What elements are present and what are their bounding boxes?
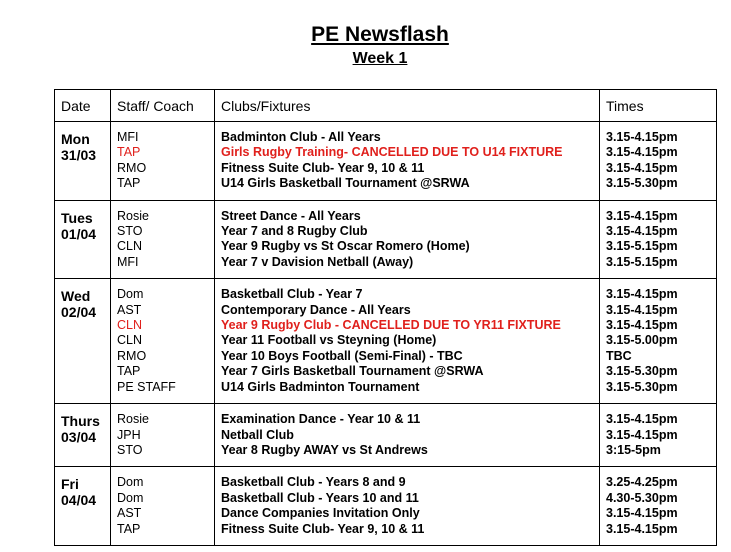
staff-name: CLN [117, 318, 143, 333]
club-entry: U14 Girls Basketball Tournament @SRWA [221, 176, 470, 191]
time-entry: 3.15-4.15pm [606, 160, 678, 175]
staff-name: TAP [117, 521, 141, 536]
page-subtitle: Week 1 [352, 50, 408, 67]
club-entry: Fitness Suite Club- Year 9, 10 & 11 [221, 160, 425, 175]
club-entry: Year 7 v Davision Netball (Away) [221, 254, 414, 269]
club-entry: Basketball Club - Years 10 and 11 [221, 490, 419, 505]
time-entry: 3.15-4.15pm [606, 302, 678, 317]
club-entry: Year 9 Rugby Club - CANCELLED DUE TO YR11 FIXTURE [221, 318, 561, 333]
staff-name: CLN [117, 333, 143, 348]
club-entry: Year 8 Rugby AWAY vs St Andrews [221, 442, 428, 457]
day-name: Wed [61, 288, 91, 305]
times-cell [600, 200, 717, 279]
staff-cell [111, 200, 215, 279]
day-date: 31/03 [61, 147, 97, 163]
club-entry: Year 9 Rugby vs St Oscar Romero (Home) [221, 239, 470, 254]
time-entry: 3.15-5.00pm [606, 333, 678, 348]
staff-name: STO [117, 442, 143, 457]
time-entry: 4.30-5.30pm [606, 490, 678, 505]
time-entry: 3.15-4.15pm [606, 506, 678, 521]
day-date: 04/04 [61, 492, 97, 509]
day-date: 01/04 [61, 225, 97, 242]
time-entry: 3.15-4.15pm [606, 318, 678, 333]
staff-name: RMO [117, 348, 147, 363]
staff-name: Dom [117, 475, 144, 490]
table-header-row [55, 90, 717, 122]
clubs-cell [215, 467, 600, 546]
time-entry: 3.15-4.15pm [606, 145, 678, 160]
table-row [55, 279, 717, 404]
time-entry: 3.15-5.30pm [606, 379, 678, 394]
club-entry: Basketball Club - Years 8 and 9 [221, 475, 406, 490]
day-name: Thurs [61, 413, 100, 430]
club-entry: Year 11 Football vs Steyning (Home) [221, 333, 437, 348]
time-entry: 3.15-5.15pm [606, 239, 678, 254]
staff-name: Dom [117, 287, 144, 302]
day-name: Tues [61, 209, 93, 226]
club-entry: Badminton Club - All Years [221, 130, 381, 144]
time-entry: 3.15-4.15pm [606, 521, 678, 536]
staff-cell [111, 467, 215, 546]
day-cell [55, 467, 111, 546]
time-entry: 3.15-5.15pm [606, 254, 678, 269]
club-entry: Street Dance - All Years [221, 208, 361, 223]
clubs-cell [215, 279, 600, 404]
times-cell [600, 467, 717, 546]
staff-name: MFI [117, 254, 139, 269]
staff-name: RMO [117, 160, 147, 175]
schedule-body [55, 122, 717, 546]
club-entry: Examination Dance - Year 10 & 11 [221, 412, 421, 427]
staff-name: Rosie [117, 208, 149, 223]
times-cell [600, 279, 717, 404]
clubs-cell [215, 122, 600, 201]
table-row [55, 200, 717, 279]
club-entry: Contemporary Dance - All Years [221, 302, 411, 317]
time-entry: 3:15-5pm [606, 442, 661, 457]
staff-name: MFI [117, 130, 139, 144]
day-cell [55, 279, 111, 404]
staff-name: CLN [117, 239, 143, 254]
staff-name: Dom [117, 490, 144, 505]
club-entry: Year 10 Boys Football (Semi-Final) - TBC [221, 348, 463, 363]
club-entry: Netball Club [221, 427, 294, 442]
time-entry: 3.15-4.15pm [606, 412, 678, 427]
club-entry: Girls Rugby Training- CANCELLED DUE TO U14 FIXTURE [221, 145, 563, 160]
time-entry: TBC [606, 348, 632, 363]
table-row [55, 122, 717, 201]
column-header-clubs: Clubs/Fixtures [215, 90, 600, 122]
time-entry: 3.15-4.15pm [606, 427, 678, 442]
staff-name: AST [117, 302, 142, 317]
staff-name: PE STAFF [117, 379, 176, 394]
club-entry: Basketball Club - Year 7 [221, 287, 363, 302]
day-date: 03/04 [61, 429, 97, 446]
time-entry: 3.15-4.15pm [606, 208, 678, 223]
time-entry: 3.15-4.15pm [606, 130, 678, 144]
clubs-cell [215, 200, 600, 279]
table-row [55, 404, 717, 467]
club-entry: Fitness Suite Club- Year 9, 10 & 11 [221, 521, 425, 536]
staff-cell [111, 279, 215, 404]
schedule-table [54, 89, 717, 546]
staff-cell [111, 404, 215, 467]
time-entry: 3.15-4.15pm [606, 224, 678, 239]
column-header-date: Date [55, 90, 111, 122]
page-title: PE Newsflash [311, 23, 449, 46]
staff-name: STO [117, 224, 143, 239]
times-cell [600, 122, 717, 201]
staff-name: AST [117, 506, 142, 521]
column-header-staff: Staff/ Coach [111, 90, 215, 122]
time-entry: 3.15-5.30pm [606, 176, 678, 191]
staff-cell [111, 122, 215, 201]
day-name: Mon [61, 131, 90, 147]
staff-name: Rosie [117, 412, 149, 427]
day-cell [55, 404, 111, 467]
day-cell [55, 122, 111, 201]
club-entry: Dance Companies Invitation Only [221, 506, 420, 521]
day-cell [55, 200, 111, 279]
staff-name: JPH [117, 427, 141, 442]
time-entry: 3.15-5.30pm [606, 364, 678, 379]
table-row [55, 467, 717, 546]
staff-name: TAP [117, 145, 141, 160]
time-entry: 3.15-4.15pm [606, 287, 678, 302]
club-entry: Year 7 and 8 Rugby Club [221, 224, 368, 239]
day-date: 02/04 [61, 304, 97, 321]
staff-name: TAP [117, 176, 141, 191]
clubs-cell [215, 404, 600, 467]
staff-name: TAP [117, 364, 141, 379]
day-name: Fri [61, 476, 79, 493]
time-entry: 3.25-4.25pm [606, 475, 678, 490]
club-entry: Year 7 Girls Basketball Tournament @SRWA [221, 364, 484, 379]
column-header-times: Times [600, 90, 717, 122]
times-cell [600, 404, 717, 467]
club-entry: U14 Girls Badminton Tournament [221, 379, 420, 394]
